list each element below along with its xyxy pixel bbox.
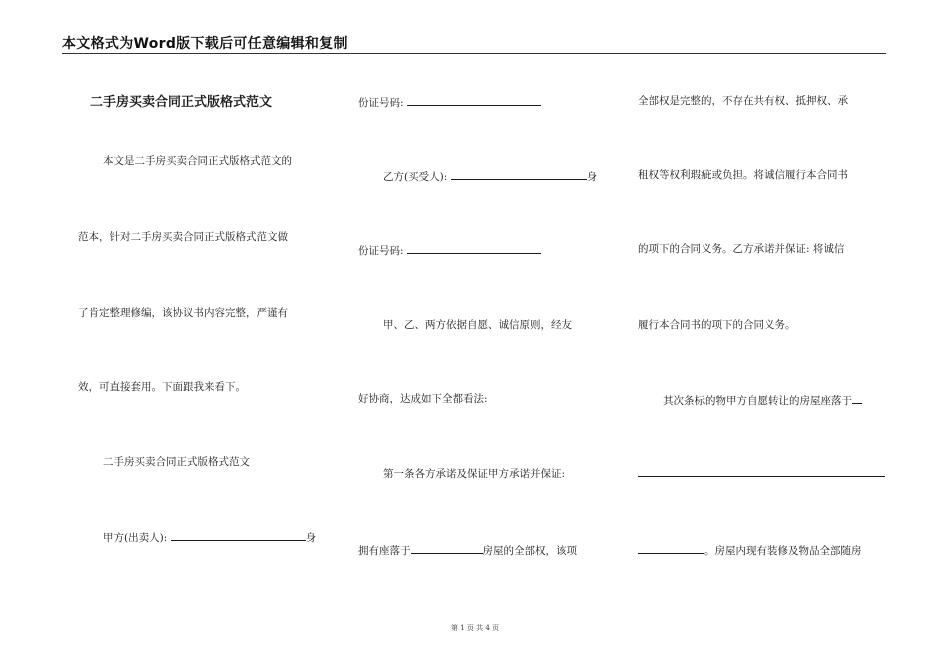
article-heading: 第一条各方承诺及保证甲方承诺并保证: xyxy=(383,468,566,480)
body-line: 本文是二手房买卖合同正式版格式范文的 xyxy=(103,155,292,167)
section-heading: 二手房买卖合同正式版格式范文 xyxy=(103,456,250,468)
body-line: 好协商，达成如下全都看法: xyxy=(358,393,488,405)
decor-text: 。房屋内现有装修及物品全部随房 xyxy=(704,545,862,557)
property-middle: 房屋的全部权，该项 xyxy=(482,545,577,557)
fill-in-rule xyxy=(638,476,885,477)
party-b-label: 乙方(买受人): xyxy=(383,171,451,183)
party-b-line xyxy=(383,168,597,184)
body-line: 效，可直接套用。下面跟我来看下。 xyxy=(78,381,246,393)
party-a-suffix: 身 xyxy=(305,532,317,544)
body-line: 的项下的合同义务。乙方承诺并保证: 将诚信 xyxy=(638,243,845,255)
body-line: 了肯定整理修编，该协议书内容完整，严谨有 xyxy=(78,307,288,319)
property-prefix: 拥有座落于 xyxy=(358,545,411,557)
decor-line xyxy=(638,542,862,558)
property-location-blank xyxy=(411,542,483,554)
id-number-b-blank xyxy=(407,242,541,254)
article2-blank xyxy=(852,392,862,404)
party-b-suffix: 身 xyxy=(586,171,598,183)
body-line: 全部权是完整的，不存在共有权、抵押权、承 xyxy=(638,95,848,107)
article-line xyxy=(663,392,862,408)
body-line: 范本，针对二手房买卖合同正式版格式范文做 xyxy=(78,231,288,243)
body-line: 租权等权利瑕疵或负担。将诚信履行本合同书 xyxy=(638,169,848,181)
document-header: 本文格式为Word版下载后可任意编辑和复制 xyxy=(62,36,348,52)
id-number-a-line xyxy=(358,94,541,110)
id-number-a-label: 份证号码: xyxy=(358,97,407,109)
party-a-blank xyxy=(171,529,306,541)
party-b-blank xyxy=(451,168,587,180)
header-divider xyxy=(62,53,886,54)
article2-text: 其次条标的物甲方自愿转让的房屋座落于 xyxy=(663,395,852,407)
id-number-b-line xyxy=(358,242,541,258)
body-line: 甲、乙、两方依据自愿、诚信原则，经友 xyxy=(383,319,572,331)
id-number-a-blank xyxy=(407,94,541,106)
document-title: 二手房买卖合同正式版格式范文 xyxy=(90,95,273,110)
party-a-label: 甲方(出卖人): xyxy=(103,532,171,544)
party-a-line xyxy=(103,529,316,545)
property-line xyxy=(358,542,577,558)
id-number-b-label: 份证号码: xyxy=(358,245,407,257)
decor-blank xyxy=(638,542,704,554)
body-line: 履行本合同书的项下的合同义务。 xyxy=(638,319,796,331)
page-number: 第 1 页 共 4 页 xyxy=(450,624,500,632)
